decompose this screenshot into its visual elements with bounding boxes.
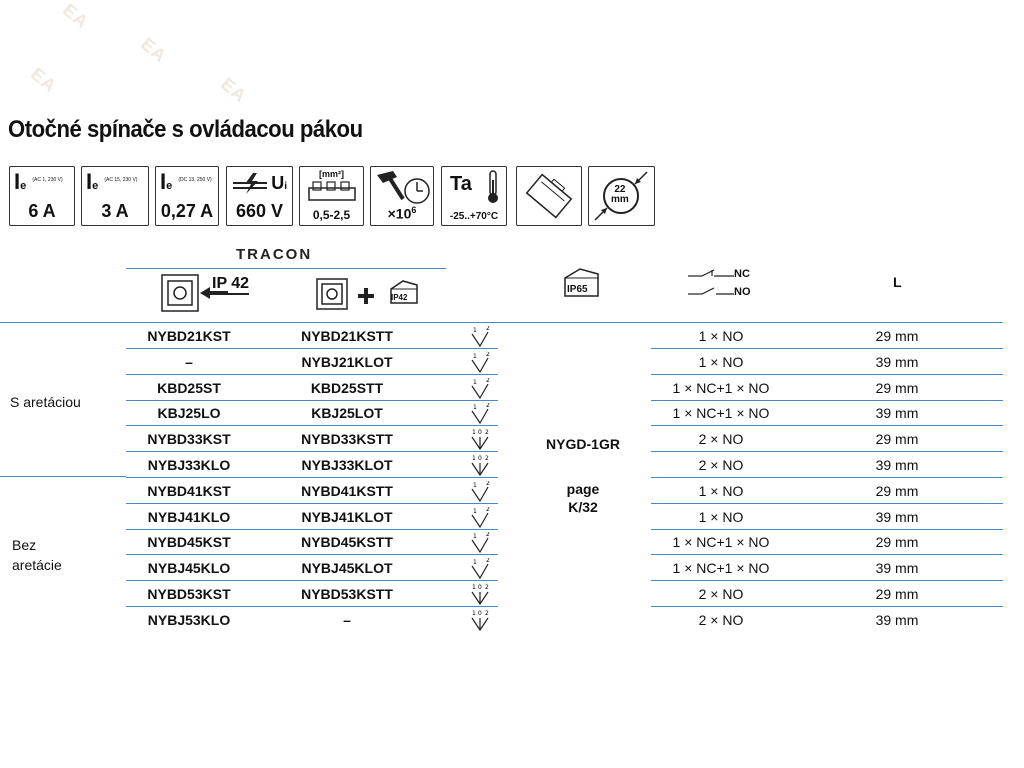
din-rail-icon (520, 170, 578, 222)
svg-text:1: 1 (473, 378, 477, 386)
spec-mounting (516, 166, 582, 226)
thermometer-icon (486, 170, 500, 204)
spec-mechanical-life: $\times 10^6$ (370, 166, 434, 226)
svg-text:2: 2 (485, 429, 489, 437)
length: 39 mm (875, 611, 919, 628)
code-ip42-box: NYBD45KSTT (301, 534, 393, 551)
switch-position-icon (470, 403, 492, 425)
contacts: 2 × NO (698, 611, 744, 628)
spec-ie-ac15: Ie $^{(AC 15, 230 V)}$ 3 A (81, 166, 149, 226)
svg-text:2: 2 (486, 351, 490, 358)
contacts: 1 × NC+1 × NO (672, 379, 770, 396)
code-ip42-box: NYBJ41KLOT (301, 508, 393, 525)
length: 29 mm (875, 482, 919, 499)
table-row (0, 349, 1024, 375)
watermark-icon: EA (137, 33, 171, 67)
code-ip42-box: NYBD33KSTT (301, 431, 393, 448)
svg-text:1: 1 (473, 533, 477, 541)
ip42-box-column-header (315, 273, 425, 313)
code-ip42-box: NYBD21KSTT (301, 328, 393, 344)
code-ip42-box: NYBJ33KLOT (301, 457, 393, 473)
code-ip42-box: KBD25STT (310, 379, 384, 396)
plus-icon (357, 287, 375, 305)
svg-text:1: 1 (473, 352, 477, 360)
switch-position-icon (470, 378, 492, 400)
code-ip42-box: NYBJ45KLOT (301, 560, 393, 577)
switch-position-icon (470, 584, 492, 606)
table-row (0, 375, 1024, 401)
svg-text:2: 2 (486, 532, 490, 539)
catalog-page-ref: page K/32 (566, 481, 600, 515)
length: 29 mm (875, 379, 919, 396)
code-ip42-box: – (343, 611, 351, 628)
svg-text:1: 1 (473, 327, 477, 334)
svg-text:0: 0 (478, 429, 482, 437)
nc-contact-icon (688, 268, 734, 280)
code-ip42: NYBD21KST (147, 328, 231, 344)
code-ip42-box: NYBD41KSTT (301, 482, 393, 499)
no-label: NO (734, 286, 751, 298)
switch-position-icon (470, 558, 492, 580)
svg-text:1: 1 (473, 559, 477, 567)
contacts: 1 × NC+1 × NO (672, 405, 770, 422)
length: 39 mm (875, 508, 919, 525)
length: 29 mm (875, 328, 919, 344)
table-row (0, 400, 1024, 426)
table-row (0, 581, 1024, 607)
ip65-label: IP65 (567, 284, 588, 295)
svg-text:2: 2 (486, 480, 490, 487)
length: 29 mm (875, 586, 919, 602)
spec-ie-ac1: Ie $^{(AC 1, 230 V)}$ 6 A (9, 166, 75, 226)
no-contact-icon (688, 286, 734, 298)
svg-text:0: 0 (478, 584, 482, 591)
contacts: 1 × NO (698, 328, 744, 344)
code-ip42: NYBD33KST (147, 431, 231, 448)
spec-wire-cross-section: [mm²] 0,5-2,5 (299, 166, 364, 226)
ip65-model-code: NYGD-1GR (546, 436, 620, 452)
switch-plate-icon (315, 277, 349, 311)
spec-ambient-temperature: Ta -25..+70°C (441, 166, 507, 226)
code-ip42: NYBJ53KLO (147, 611, 231, 628)
svg-text:1: 1 (472, 455, 476, 462)
length-column-header: L (893, 274, 902, 290)
svg-text:2: 2 (485, 584, 489, 591)
code-ip42: KBJ25LO (157, 405, 221, 422)
spec-ui-voltage: Ui 660 V (226, 166, 293, 226)
code-ip42: NYBJ33KLO (147, 457, 231, 473)
watermark-icon: EA (27, 63, 61, 97)
length: 29 mm (875, 534, 919, 551)
svg-text:1: 1 (472, 609, 476, 617)
svg-text:2: 2 (485, 455, 489, 462)
table-row (0, 504, 1024, 530)
switch-plate-icon (160, 273, 200, 313)
length: 39 mm (875, 353, 919, 370)
contacts: 1 × NC+1 × NO (672, 560, 770, 577)
brand-logo: TRACON (236, 246, 313, 263)
contacts: 2 × NO (698, 457, 744, 473)
table-row (0, 452, 1024, 478)
code-ip42: NYBD53KST (147, 586, 231, 602)
switch-position-icon (470, 326, 492, 348)
terminal-block-icon (307, 180, 357, 202)
switch-position-icon (470, 481, 492, 503)
switch-position-icon (470, 455, 492, 477)
code-ip42-box: KBJ25LOT (311, 405, 383, 422)
ip65-column-header (562, 266, 602, 300)
ip42-switch-column-header (160, 273, 260, 313)
code-ip42: NYBJ45KLO (147, 560, 231, 577)
nc-label: NC (734, 268, 750, 280)
spec-ie-dc13: Ie $^{(DC 13, 250 V)}$ 0,27 A (155, 166, 219, 226)
page-title: Otočné spínače s ovládacou pákou (8, 116, 363, 143)
table-row (0, 555, 1024, 581)
svg-text:1: 1 (473, 404, 477, 412)
svg-text:2: 2 (486, 403, 490, 410)
contacts: 2 × NO (698, 431, 744, 448)
table-row (0, 529, 1024, 555)
switch-position-icon (470, 429, 492, 451)
svg-text:2: 2 (486, 326, 490, 332)
contacts: 1 × NO (698, 482, 744, 499)
hammer-clock-icon (373, 169, 433, 207)
contact-type-header (688, 268, 768, 302)
contacts: 1 × NO (698, 353, 744, 370)
table-row (0, 607, 1024, 633)
svg-text:1: 1 (473, 481, 477, 489)
code-ip42-box: NYBD53KSTT (301, 586, 393, 602)
group-label-with-lock: S aretáciou (10, 394, 81, 410)
contacts: 1 × NC+1 × NO (672, 534, 770, 551)
length: 39 mm (875, 457, 919, 473)
watermark-icon: EA (59, 0, 93, 33)
svg-text:2: 2 (486, 377, 490, 384)
length: 39 mm (875, 405, 919, 422)
svg-text:2: 2 (486, 558, 490, 565)
switch-position-icon (470, 352, 492, 374)
contacts: 1 × NO (698, 508, 744, 525)
lightning-icon (231, 172, 271, 194)
svg-text:1: 1 (472, 429, 476, 437)
svg-text:0: 0 (478, 455, 482, 462)
svg-text:0: 0 (478, 609, 482, 617)
svg-text:1: 1 (473, 507, 477, 515)
watermark-icon: EA (217, 73, 251, 107)
code-ip42: NYBJ41KLO (147, 508, 231, 525)
switch-position-icon (470, 507, 492, 529)
table-row (0, 426, 1024, 452)
table-row (0, 478, 1024, 504)
header-divider (126, 268, 446, 269)
code-ip42: – (185, 353, 193, 370)
group-label-without-lock: Bez aretácie (12, 537, 62, 573)
ip42-box-label: IP42 (391, 293, 408, 302)
code-ip42: NYBD45KST (147, 534, 231, 551)
switch-position-icon (470, 610, 492, 632)
table-row (0, 323, 1024, 349)
svg-text:2: 2 (485, 609, 489, 617)
svg-text:2: 2 (486, 506, 490, 513)
switch-position-icon (470, 532, 492, 554)
ip42-label: IP 42 (212, 275, 249, 295)
length: 29 mm (875, 431, 919, 448)
length: 39 mm (875, 560, 919, 577)
svg-text:1: 1 (472, 584, 476, 591)
code-ip42: KBD25ST (157, 379, 221, 396)
spec-mounting-hole: 22 mm (588, 166, 655, 226)
code-ip42: NYBD41KST (147, 482, 231, 499)
contacts: 2 × NO (698, 586, 744, 602)
code-ip42-box: NYBJ21KLOT (301, 353, 393, 370)
